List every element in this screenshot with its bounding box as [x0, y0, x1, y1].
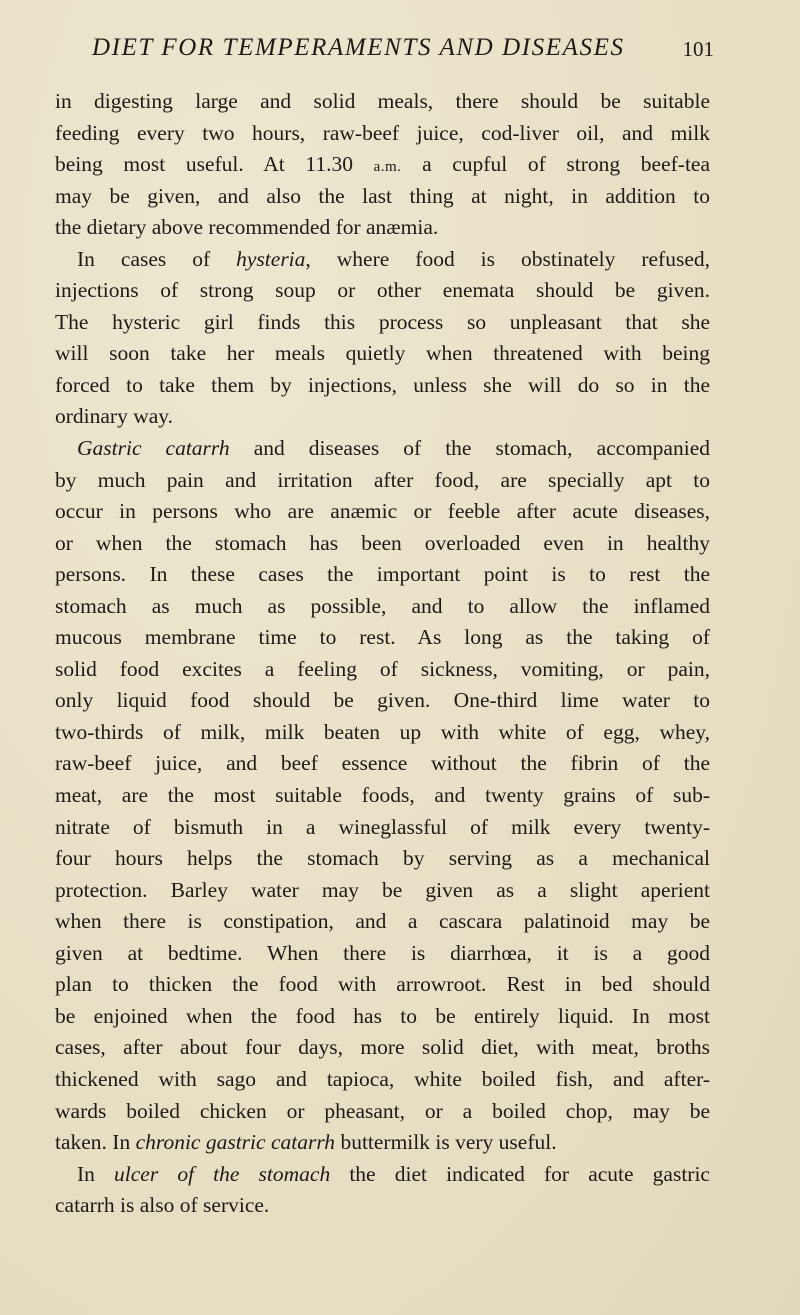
text-run: the diet indicated for acute gastric	[330, 1161, 710, 1186]
text-run: only liquid food should be given. One-third lime water to	[55, 688, 710, 713]
text-run: taken. In	[55, 1130, 136, 1155]
text-run: raw-beef juice, and beef essence without the fibrin of the	[55, 751, 710, 776]
text-line	[55, 149, 710, 181]
text-run: stomach as much as possible, and to allow the inflamed	[55, 593, 710, 618]
text-run: meat, are the most suitable foods, and twenty grains of sub-	[55, 783, 710, 808]
text-run: In cases of	[77, 246, 237, 271]
text-run: will soon take her meals quietly when threatened with being	[55, 341, 710, 366]
text-line	[55, 275, 710, 307]
text-line	[55, 843, 710, 875]
text-run: protection. Barley water may be given as a slight aperient	[55, 877, 710, 902]
text-run: plan to thicken the food with arrowroot. Rest in bed should	[55, 972, 710, 997]
text-line	[55, 622, 710, 654]
text-run: solid food excites a feeling of sickness, vomiting, or pain,	[55, 656, 710, 681]
text-run: forced to take them by injections, unless she will do so in the	[55, 372, 710, 397]
running-title: DIET FOR TEMPERAMENTS AND DISEASES	[92, 34, 625, 61]
text-line	[55, 307, 710, 339]
text-line	[55, 212, 710, 244]
text-line	[55, 812, 710, 844]
text-run: feeding every two hours, raw-beef juice, cod-liver oil, and milk	[55, 120, 710, 145]
text-run: in digesting large and solid meals, there should be suitable	[55, 89, 710, 113]
text-run: The hysteric girl finds this process so unpleasant that she	[55, 309, 710, 334]
text-run: a cupful of strong beef-tea	[401, 152, 710, 177]
text-line	[55, 465, 710, 497]
text-run: , where food is obstinately refused,	[305, 246, 710, 271]
text-run: wards boiled chicken or pheasant, or a boiled chop, may be	[55, 1098, 710, 1123]
text-line	[55, 748, 710, 780]
italic-term: Gastric catarrh	[77, 436, 230, 461]
text-run: or when the stomach has been overloaded even in healthy	[55, 530, 710, 555]
text-run: and diseases of the stomach, accompanied	[229, 436, 710, 461]
italic-term: chronic gastric catarrh	[135, 1130, 336, 1155]
italic-term: ulcer of the stomach	[114, 1161, 331, 1186]
page-number: 101	[682, 37, 714, 61]
text-run: mucous membrane time to rest. As long as the taking of	[55, 625, 710, 650]
text-line	[55, 969, 710, 1001]
text-line	[55, 1127, 710, 1159]
text-line	[55, 338, 710, 370]
text-run: occur in persons who are anæmic or feeble after acute diseases,	[55, 499, 710, 524]
text-run: catarrh is also of service.	[55, 1193, 270, 1218]
italic-term: hysteria	[236, 246, 306, 271]
text-line	[55, 496, 710, 528]
text-run: by much pain and irritation after food, are specially apt to	[55, 467, 710, 492]
text-line	[55, 401, 710, 433]
text-run: cases, after about four days, more solid diet, with meat, broths	[55, 1035, 710, 1060]
text-line	[55, 591, 710, 623]
text-line	[55, 1032, 710, 1064]
text-line	[55, 1064, 710, 1096]
text-line	[55, 875, 710, 907]
text-line	[55, 86, 710, 118]
text-line	[55, 118, 710, 150]
text-run: In	[77, 1161, 115, 1186]
text-line	[55, 1190, 710, 1222]
text-run: injections of strong soup or other enemata should be given.	[55, 278, 710, 303]
text-line	[55, 1159, 710, 1191]
text-line	[55, 370, 710, 402]
text-run: two-thirds of milk, milk beaten up with white of egg, whey,	[55, 719, 710, 744]
text-run: given at bedtime. When there is diarrhœa, it is a good	[55, 940, 710, 965]
text-run: being most useful. At 11.30	[55, 152, 374, 177]
text-run: when there is constipation, and a cascara palatinoid may be	[55, 909, 710, 934]
text-line	[55, 433, 710, 465]
text-run: four hours helps the stomach by serving as a mechanical	[55, 846, 710, 871]
small-caps-text: a.m.	[373, 159, 402, 176]
text-line	[55, 938, 710, 970]
text-run: the dietary above recommended for anæmia.	[55, 215, 439, 240]
text-line	[55, 181, 710, 213]
text-run: thickened with sago and tapioca, white boiled fish, and after-	[55, 1066, 710, 1091]
running-head	[92, 34, 712, 68]
text-line	[55, 1001, 710, 1033]
text-run: be enjoined when the food has to be entirely liquid. In most	[55, 1003, 710, 1028]
text-line	[55, 559, 710, 591]
body-text	[55, 86, 710, 1222]
text-line	[55, 717, 710, 749]
text-run: ordinary way.	[55, 404, 174, 429]
text-line	[55, 906, 710, 938]
text-line	[55, 685, 710, 717]
text-line	[55, 654, 710, 686]
text-line	[55, 244, 710, 276]
text-line	[55, 528, 710, 560]
text-run: may be given, and also the last thing at night, in addition to	[55, 183, 710, 208]
text-run: nitrate of bismuth in a wineglassful of milk every twenty-	[55, 814, 710, 839]
text-run: persons. In these cases the important point is to rest the	[55, 562, 710, 587]
text-line	[55, 1096, 710, 1128]
text-line	[55, 780, 710, 812]
text-run: buttermilk is very useful.	[335, 1130, 557, 1155]
